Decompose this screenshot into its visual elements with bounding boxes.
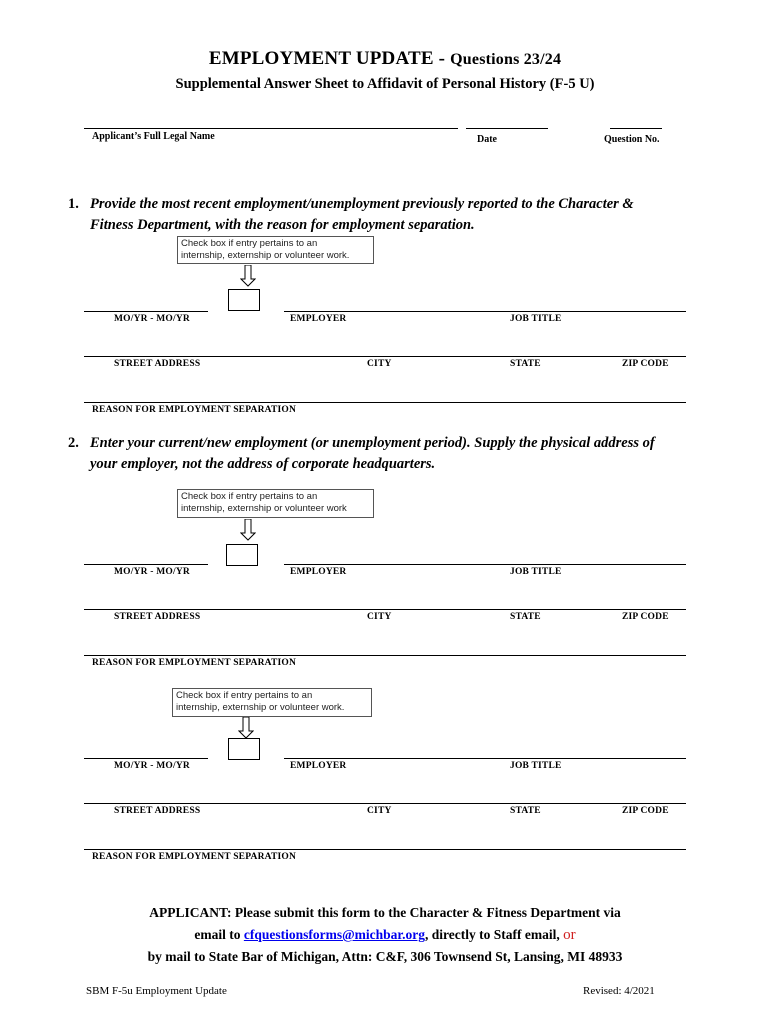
footer-form-id: SBM F-5u Employment Update <box>86 985 227 997</box>
entry-1-moyr-line[interactable] <box>84 311 208 312</box>
entry-3-note-line1: Check box if entry pertains to an <box>176 690 313 701</box>
entry-2-street-label: STREET ADDRESS <box>114 612 201 622</box>
submission-email-suffix: , directly to Staff email, <box>425 927 564 942</box>
entry-3-employer-line[interactable] <box>284 758 686 759</box>
question-no-label: Question No. <box>604 134 660 145</box>
entry-3-jobtitle-label: JOB TITLE <box>510 761 562 771</box>
entry-2-moyr-label: MO/YR - MO/YR <box>114 567 190 577</box>
entry-3-state-label: STATE <box>510 806 541 816</box>
question-1-number: 1. <box>68 196 79 212</box>
entry-1-checkbox[interactable] <box>228 289 260 311</box>
applicant-name-line[interactable] <box>84 128 458 129</box>
entry-1-checkbox-note <box>177 236 374 264</box>
entry-1-reason-label: REASON FOR EMPLOYMENT SEPARATION <box>92 405 297 415</box>
entry-1-moyr-label: MO/YR - MO/YR <box>114 314 190 324</box>
entry-2-reason-label: REASON FOR EMPLOYMENT SEPARATION <box>92 658 297 668</box>
submission-or: or <box>563 927 576 943</box>
submission-line1: APPLICANT: Please submit this form to the Character & Fitness Department via <box>149 905 621 920</box>
entry-2-note-line1: Check box if entry pertains to an <box>181 491 318 502</box>
question-2-line1: Enter your current/new employment (or unemployment period). Supply the physical address of <box>90 435 655 451</box>
applicant-name-label: Applicant’s Full Legal Name <box>92 131 215 142</box>
question-2-number: 2. <box>68 435 79 451</box>
entry-1-reason-line[interactable] <box>84 402 686 403</box>
entry-3-arrow-icon <box>238 717 254 739</box>
question-2-text <box>90 433 720 475</box>
entry-2-checkbox[interactable] <box>226 544 258 566</box>
submission-email-prefix: email to <box>194 927 244 942</box>
title-main: EMPLOYMENT UPDATE - <box>208 48 446 69</box>
title-questions: Questions 23/24 <box>450 51 562 68</box>
entry-3-street-label: STREET ADDRESS <box>114 806 201 816</box>
entry-3-checkbox[interactable] <box>228 738 260 760</box>
entry-2-employer-line[interactable] <box>284 564 686 565</box>
entry-1-employer-label: EMPLOYER <box>290 314 347 324</box>
page-subtitle: Supplemental Answer Sheet to Affidavit of Personal History (F-5 U) <box>175 76 595 92</box>
entry-3-address-line[interactable] <box>84 803 686 804</box>
entry-2-employer-label: EMPLOYER <box>290 567 347 577</box>
question-1-line1: Provide the most recent employment/unemployment previously reported to the Character & <box>90 196 634 212</box>
entry-2-zip-label: ZIP CODE <box>622 612 669 622</box>
entry-2-moyr-line[interactable] <box>84 564 208 565</box>
footer-revised: Revised: 4/2021 <box>583 985 655 997</box>
entry-3-moyr-label: MO/YR - MO/YR <box>114 761 190 771</box>
page-title <box>0 48 770 70</box>
entry-2-arrow-icon <box>240 519 256 541</box>
entry-1-note-line2: internship, externship or volunteer work. <box>181 250 350 261</box>
date-label: Date <box>477 134 497 145</box>
entry-3-checkbox-note <box>172 688 372 717</box>
entry-3-employer-label: EMPLOYER <box>290 761 347 771</box>
submission-line2 <box>0 927 770 944</box>
question-1-line2: Fitness Department, with the reason for employment separation. <box>90 217 475 233</box>
entry-3-moyr-line[interactable] <box>84 758 208 759</box>
entry-3-zip-label: ZIP CODE <box>622 806 669 816</box>
entry-1-street-label: STREET ADDRESS <box>114 359 201 369</box>
submission-line3: by mail to State Bar of Michigan, Attn: C&F, 306 Townsend St, Lansing, MI 48933 <box>147 949 623 964</box>
entry-1-employer-line[interactable] <box>284 311 686 312</box>
entry-2-checkbox-note <box>177 489 374 518</box>
entry-2-address-line[interactable] <box>84 609 686 610</box>
entry-2-note-line2: internship, externship or volunteer work <box>181 503 347 514</box>
entry-3-city-label: CITY <box>367 806 392 816</box>
entry-1-note-line1: Check box if entry pertains to an <box>181 238 318 249</box>
question-1-text <box>90 194 710 236</box>
entry-2-state-label: STATE <box>510 612 541 622</box>
entry-3-reason-line[interactable] <box>84 849 686 850</box>
entry-2-city-label: CITY <box>367 612 392 622</box>
entry-1-jobtitle-label: JOB TITLE <box>510 314 562 324</box>
question-no-line[interactable] <box>610 128 662 129</box>
entry-1-address-line[interactable] <box>84 356 686 357</box>
entry-2-jobtitle-label: JOB TITLE <box>510 567 562 577</box>
entry-2-reason-line[interactable] <box>84 655 686 656</box>
submission-email-link[interactable]: cfquestionsforms@michbar.org <box>243 927 426 942</box>
date-line[interactable] <box>466 128 548 129</box>
question-2-line2: your employer, not the address of corporate headquarters. <box>90 456 436 472</box>
entry-3-reason-label: REASON FOR EMPLOYMENT SEPARATION <box>92 852 297 862</box>
entry-3-note-line2: internship, externship or volunteer work. <box>176 702 345 713</box>
entry-1-zip-label: ZIP CODE <box>622 359 669 369</box>
entry-1-state-label: STATE <box>510 359 541 369</box>
entry-1-arrow-icon <box>240 265 256 287</box>
entry-1-city-label: CITY <box>367 359 392 369</box>
